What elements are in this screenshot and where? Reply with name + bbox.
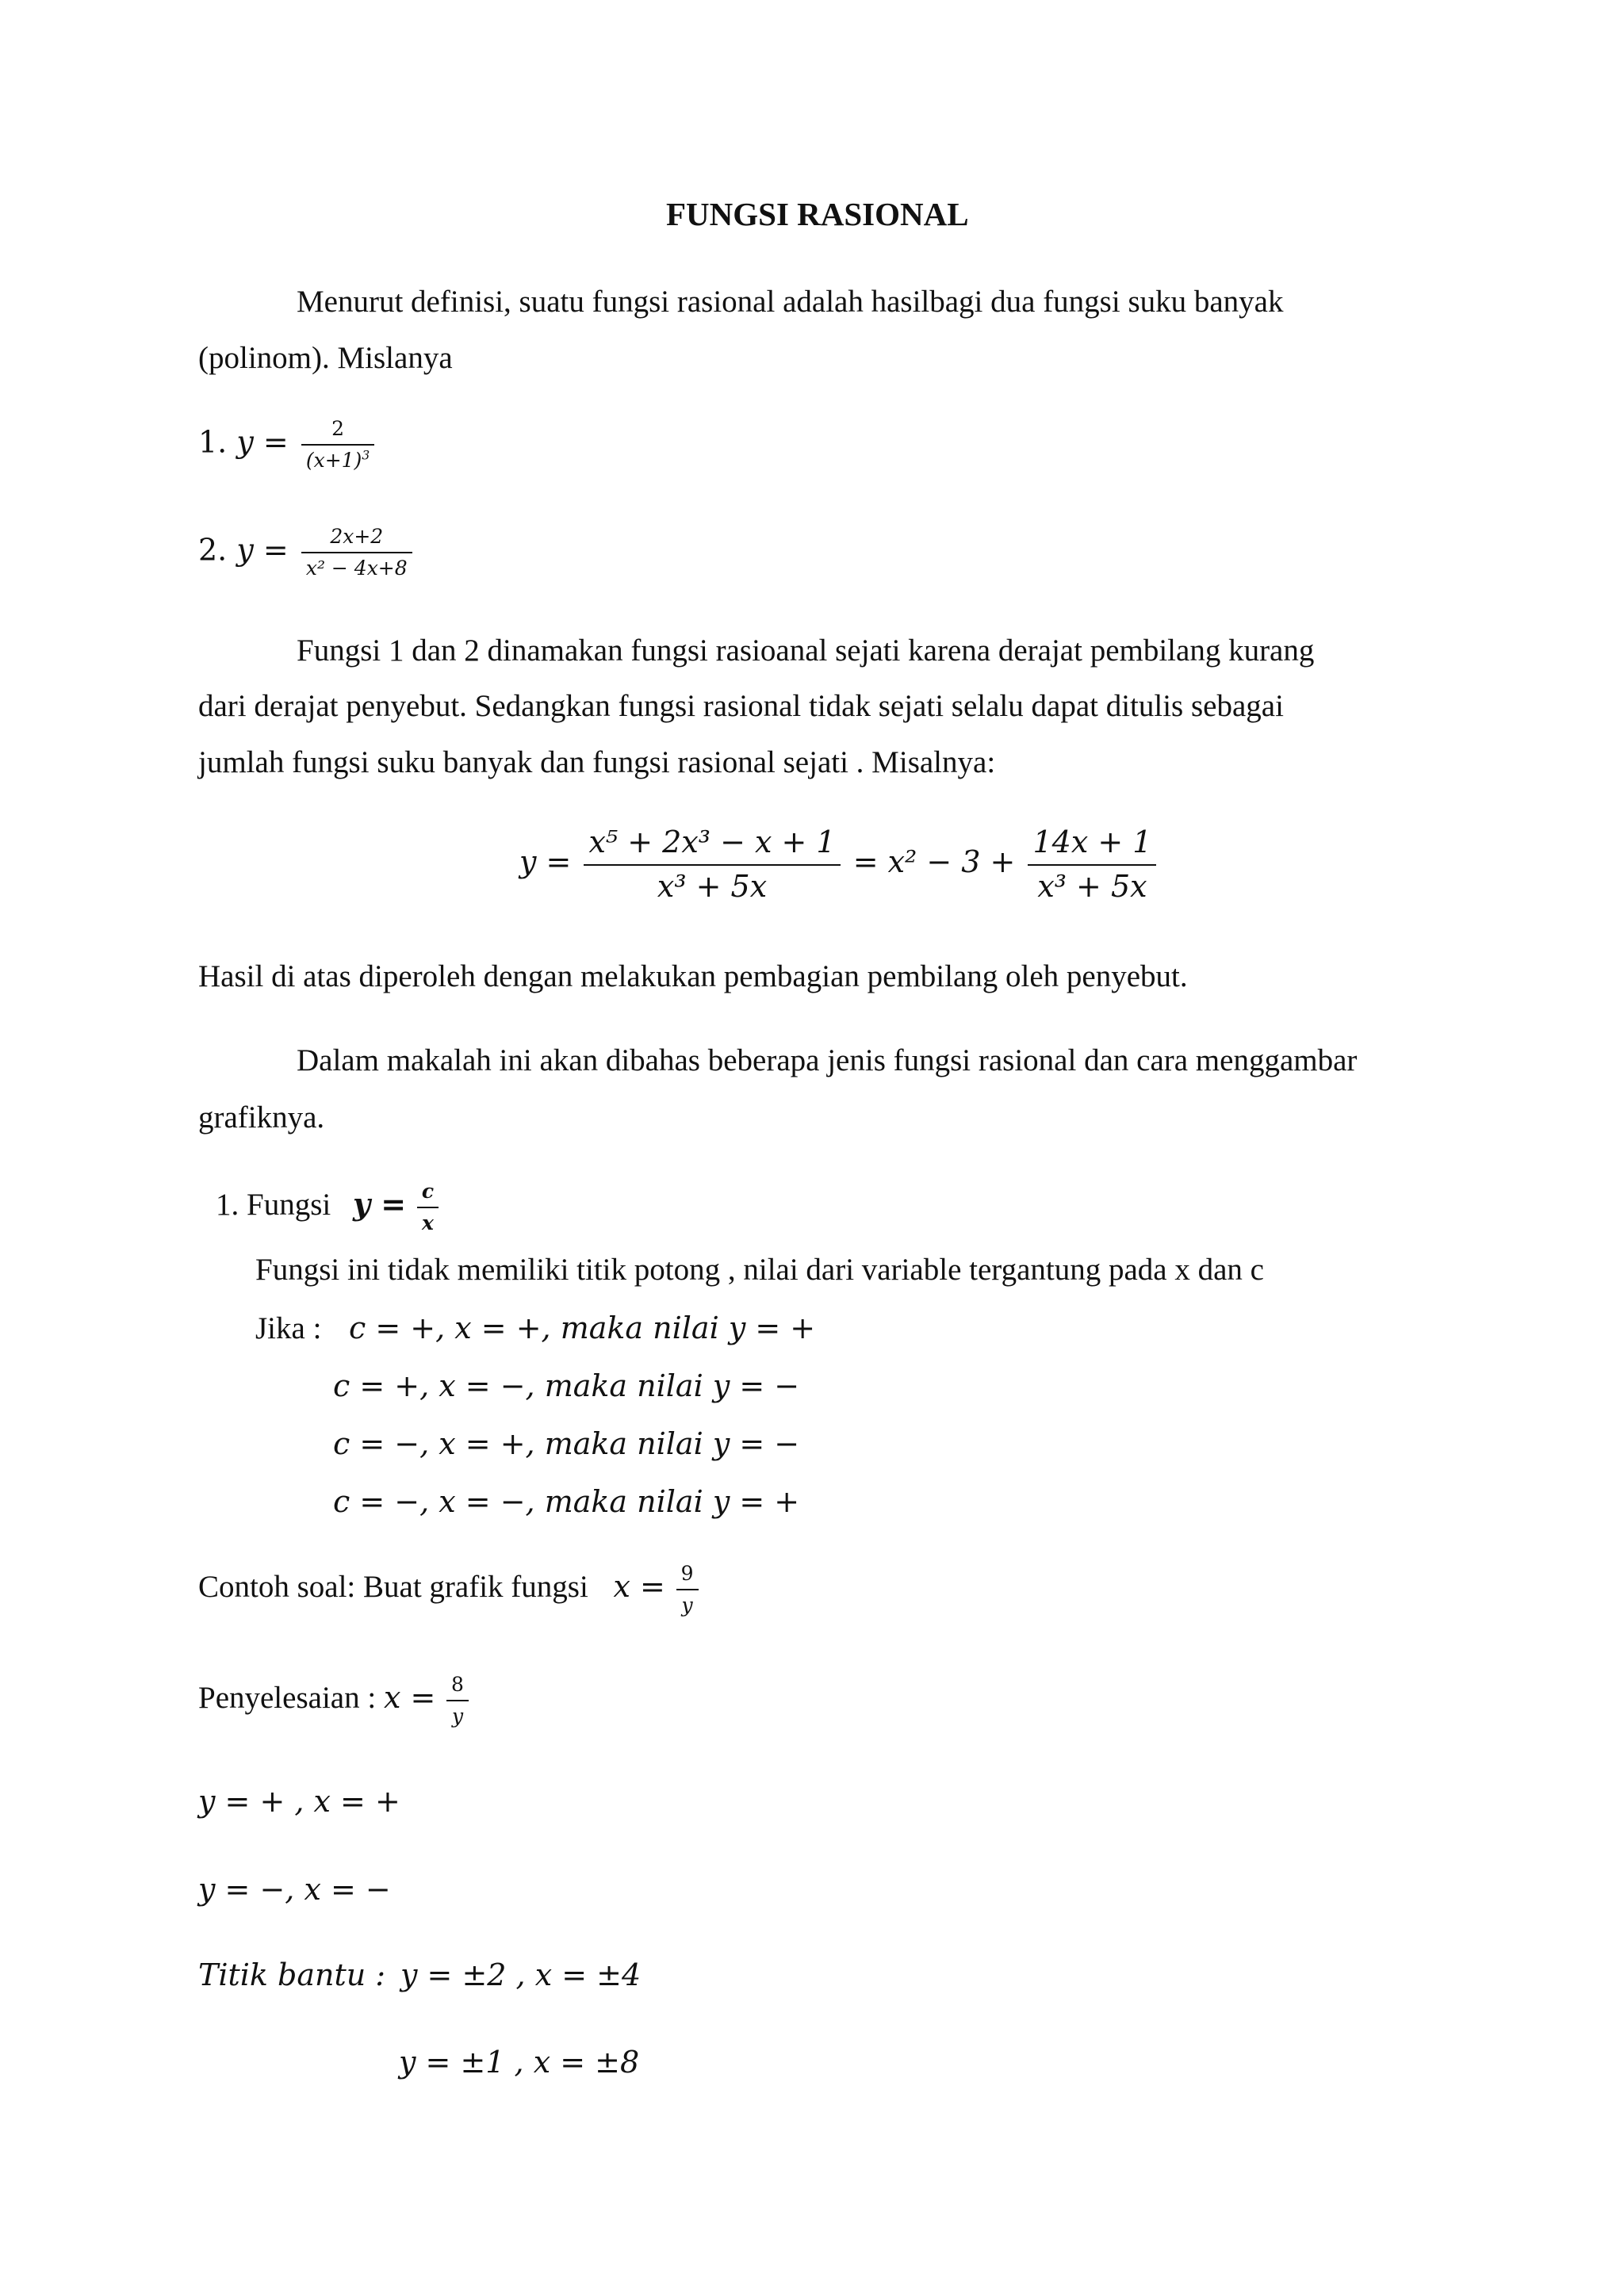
contoh-soal [198, 1562, 702, 1617]
contoh-numerator: 9 [676, 1562, 699, 1590]
titik-bantu-row-1: y = ±2 , x = ±4 [400, 1957, 642, 1992]
example-2 [198, 525, 416, 580]
titik-bantu-label: Titik bantu : [198, 1957, 386, 1992]
section-1-label: 1. Fungsi [216, 1187, 331, 1222]
case-2: c = +, x = −, maka nilai y = − [333, 1368, 800, 1403]
result-line: Hasil di atas diperoleh dengan melakukan pembagian pembilang oleh penyebut. [198, 959, 1188, 993]
example-2-fraction [301, 525, 412, 580]
section-1-numerator: c [417, 1180, 439, 1208]
example-2-lhs: y = [236, 532, 289, 568]
display-eq-den-2: x³ + 5x [1037, 868, 1147, 904]
case-3: c = −, x = +, maka nilai y = − [333, 1426, 800, 1461]
example-1-denominator [301, 446, 374, 473]
para3-line-1: Dalam makalah ini akan dibahas beberapa jenis fungsi rasional dan cara menggambar [297, 1043, 1358, 1077]
section-1-denominator: x [422, 1211, 434, 1234]
case-4: c = −, x = −, maka nilai y = + [333, 1484, 800, 1519]
sign-line-2: y = −, x = − [198, 1872, 391, 1907]
para2-line-2: dari derajat penyebut. Sedangkan fungsi rasional tidak sejati selalu dapat ditulis sebagai [198, 689, 1284, 723]
intro-line-2: (polinom). Mislanya [198, 341, 453, 375]
contoh-eq-lhs: x = [613, 1568, 665, 1604]
intro-line-1: Menurut definisi, suatu fungsi rasional adalah hasilbagi dua fungsi suku banyak [297, 285, 1284, 319]
page-title: FUNGSI RASIONAL [666, 196, 969, 232]
section-1-fraction [417, 1180, 439, 1235]
display-eq-fraction-2 [1028, 825, 1156, 905]
display-eq-num-1: x⁵ + 2x³ − x + 1 [584, 825, 840, 866]
penyelesaian-numerator: 8 [446, 1673, 469, 1701]
para2-line-1: Fungsi 1 dan 2 dinamakan fungsi rasioanal sejati karena derajat pembilang kurang [297, 633, 1315, 668]
example-2-denominator: x² − 4x+8 [305, 557, 408, 580]
example-2-numerator: 2x+2 [301, 525, 412, 553]
contoh-denominator: y [681, 1594, 693, 1617]
example-2-label: 2. [198, 532, 228, 568]
section-1-eq-lhs: y = [352, 1185, 407, 1222]
example-1-den-base: (x+1) [305, 449, 362, 472]
case-1: c = +, x = +, maka nilai y = + [349, 1311, 816, 1345]
contoh-text: Contoh soal: Buat grafik fungsi [198, 1569, 588, 1604]
display-equation [519, 825, 1159, 905]
display-eq-den-1: x³ + 5x [657, 868, 768, 904]
display-eq-mid: = x² − 3 + [852, 844, 1016, 880]
contoh-fraction [676, 1562, 699, 1617]
penyelesaian-fraction [446, 1673, 469, 1728]
example-1 [198, 417, 377, 473]
display-eq-lhs: y = [519, 844, 572, 880]
sign-line-1: y = + , x = + [198, 1784, 400, 1819]
example-1-lhs: y = [236, 424, 289, 460]
penyelesaian [198, 1673, 472, 1728]
example-1-label: 1. [198, 424, 228, 460]
display-eq-num-2: 14x + 1 [1028, 825, 1156, 866]
section-1-heading [216, 1180, 442, 1235]
penyelesaian-eq-lhs: x = [383, 1679, 436, 1715]
example-1-fraction [301, 417, 374, 473]
para3-line-2: grafiknya. [198, 1100, 325, 1135]
para2-line-3: jumlah fungsi suku banyak dan fungsi rasional sejati . Misalnya: [198, 745, 996, 779]
penyelesaian-label: Penyelesaian : [198, 1680, 377, 1715]
example-1-den-exp: 3 [362, 448, 370, 463]
section-1-description: Fungsi ini tidak memiliki titik potong , nilai dari variable tergantung pada x dan c [255, 1253, 1264, 1287]
penyelesaian-denominator: y [451, 1705, 464, 1728]
titik-bantu-row-2: y = ±1 , x = ±8 [399, 2045, 640, 2080]
display-eq-fraction-1 [584, 825, 840, 905]
jika-label: Jika : [255, 1311, 322, 1345]
example-1-numerator: 2 [301, 417, 374, 446]
